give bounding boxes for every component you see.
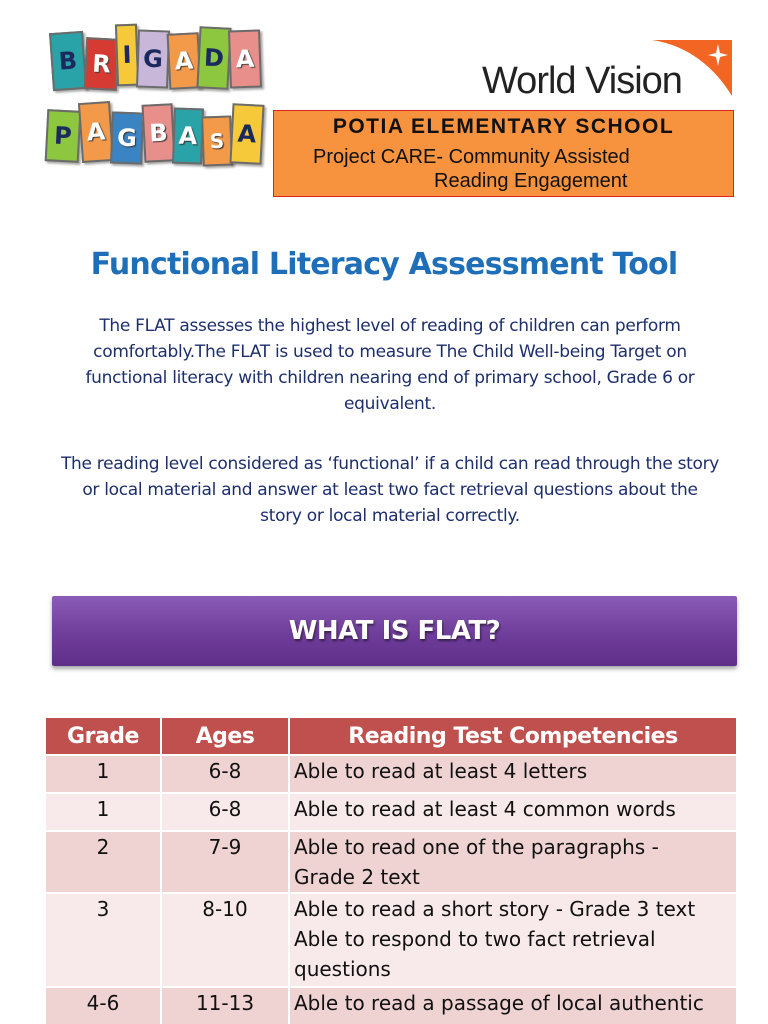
grade-cell: 4-6: [45, 987, 161, 1024]
ages-cell: 8-10: [161, 893, 289, 987]
competency-line: Able to respond to two fact retrieval: [294, 927, 656, 951]
competency-line: Able to read at least 4 letters: [294, 759, 588, 783]
competency-line: Able to read one of the paragraphs -: [294, 835, 659, 859]
grade-cell: 2: [45, 831, 161, 893]
competency-cell: [289, 831, 737, 893]
table-row: [45, 831, 737, 893]
competency-line: Able to read a short story - Grade 3 text: [294, 897, 696, 921]
logo-tile: A: [172, 107, 204, 164]
ages-cell: 6-8: [161, 755, 289, 793]
description-paragraph: The reading level considered as ‘functional’ if a child can read through the story or local material and answer at least two fact retrieval questions about the story or local material correctly.: [60, 454, 720, 526]
logo-tile: G: [110, 111, 144, 164]
logo-tile: P: [45, 109, 82, 163]
competency-line: questions: [294, 957, 391, 981]
logo-tile: I: [115, 24, 139, 87]
header-grade: Grade: [45, 717, 161, 755]
logo-tile: A: [78, 101, 114, 163]
logo-tile: B: [142, 103, 176, 163]
ages-cell: 11-13: [161, 987, 289, 1024]
logo-tile: A: [167, 32, 202, 90]
description-paragraph: The FLAT assesses the highest level of reading of children can perform comfortably.The FLAT is used to measure The Child Well-being Target on functional literacy with children nearing end of primary school, Grade 6 or equivalent.: [85, 316, 695, 414]
logo-tile: R: [84, 37, 120, 91]
table-row: [45, 755, 737, 793]
header-ages: Ages: [161, 717, 289, 755]
project-title: Project CARE- Community Assisted: [313, 146, 630, 168]
grade-cell: 1: [45, 793, 161, 831]
logo-tile: G: [136, 29, 170, 88]
table-row: [45, 793, 737, 831]
school-name: POTIA ELEMENTARY SCHOOL: [332, 115, 675, 138]
table-row: [45, 987, 737, 1024]
header-competencies: Reading Test Competencies: [289, 717, 737, 755]
logo-tile: B: [49, 31, 87, 91]
table-row: [45, 893, 737, 987]
school-info-box: [273, 110, 734, 197]
competency-line: Able to read at least 4 common words: [294, 797, 676, 821]
project-title-continued: Reading Engagement: [434, 170, 628, 192]
banner-title: WHAT IS FLAT?: [288, 616, 501, 646]
page-title: Functional Literacy Assessment Tool: [90, 247, 678, 282]
table-header-row: [45, 717, 737, 755]
brand-name: World Vision: [482, 60, 682, 102]
logo-tile: D: [196, 26, 231, 90]
section-banner: [52, 596, 737, 666]
competency-cell: [289, 893, 737, 987]
logo-tile: A: [229, 103, 264, 165]
competency-cell: [289, 755, 737, 793]
logo-tile: S: [201, 115, 233, 166]
ages-cell: 6-8: [161, 793, 289, 831]
ages-cell: 7-9: [161, 831, 289, 893]
competency-cell: [289, 793, 737, 831]
competency-cell: [289, 987, 737, 1024]
competency-table: [44, 716, 738, 1024]
logo-tile: A: [228, 29, 262, 88]
competency-line: Able to read a passage of local authentic: [294, 991, 704, 1015]
grade-cell: 3: [45, 893, 161, 987]
grade-cell: 1: [45, 755, 161, 793]
competency-line: Grade 2 text: [294, 865, 420, 889]
